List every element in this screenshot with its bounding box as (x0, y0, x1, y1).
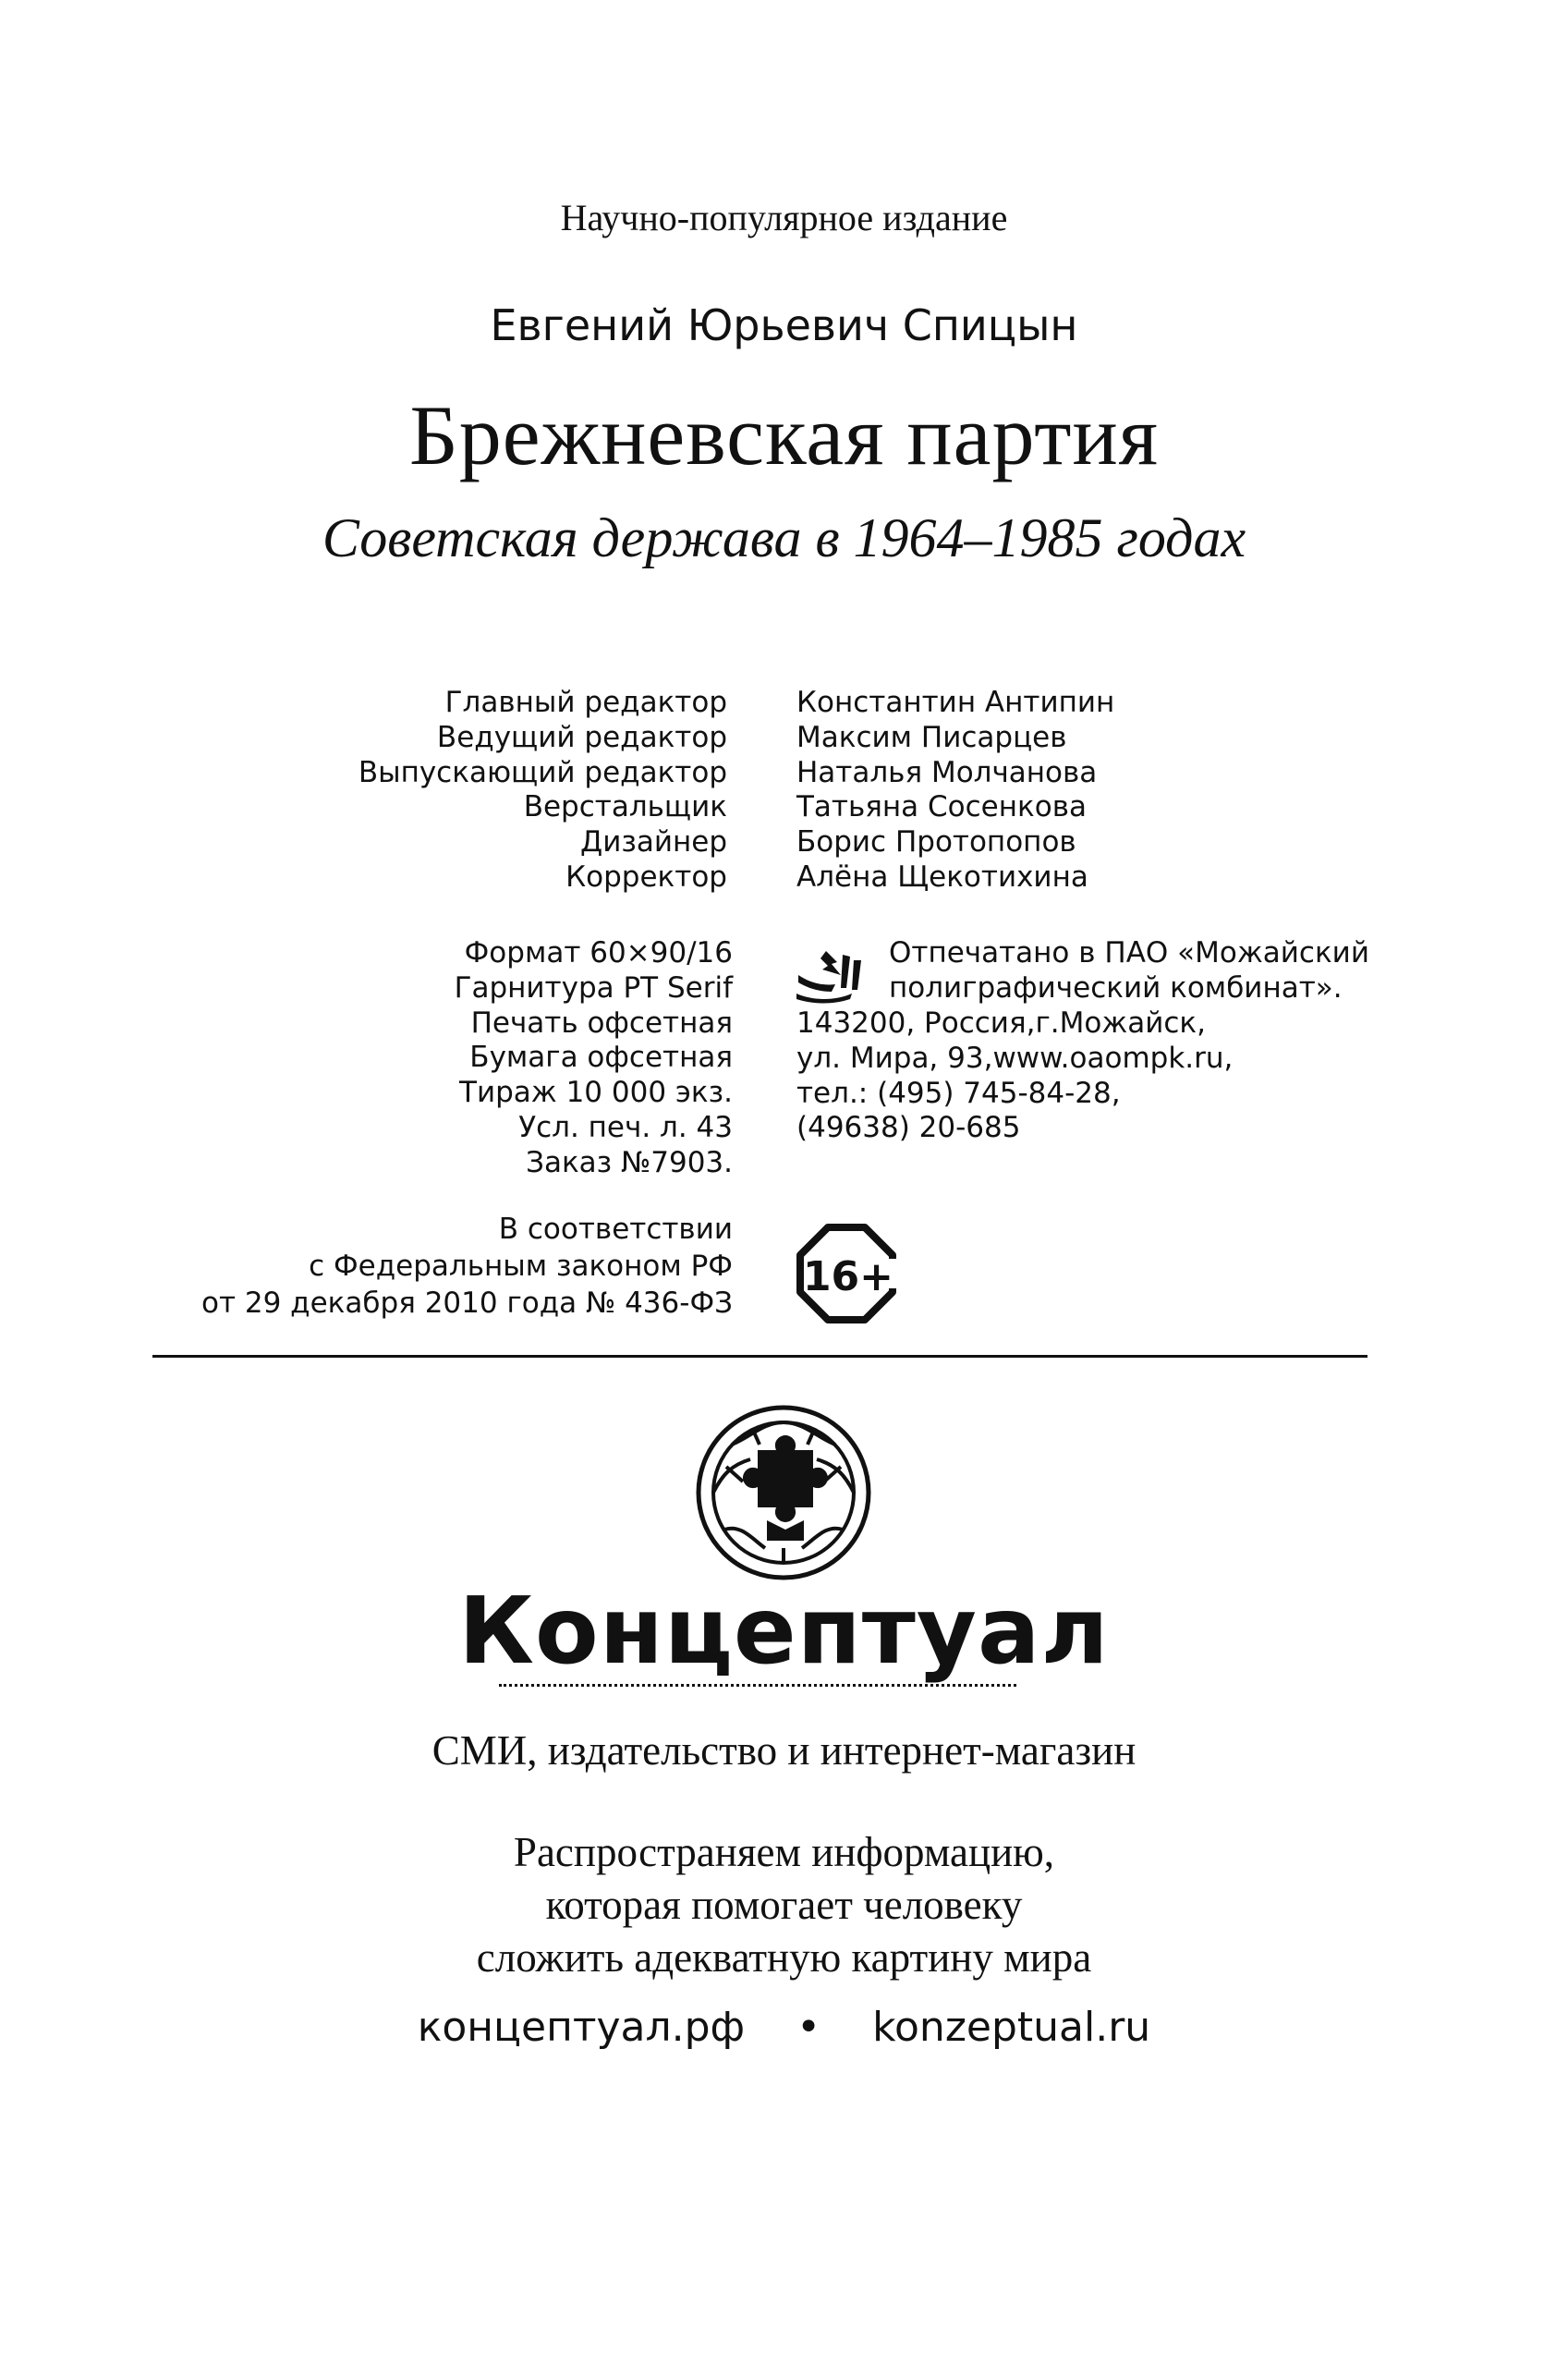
printer-address-line: (49638) 20-685 (796, 1111, 1021, 1145)
printer-address-line: ул. Мира, 93,www.oaompk.ru, (796, 1041, 1234, 1075)
dotted-divider (499, 1684, 1016, 1687)
printer-name-line: Отпечатано в ПАО «Можайский (889, 936, 1369, 970)
spec-line: Заказ №7903. (526, 1145, 733, 1179)
credit-name: Максим Писарцев (796, 720, 1067, 754)
law-line: от 29 декабря 2010 года № 436-ФЗ (201, 1287, 733, 1320)
mission-line: Распространяем информацию, (513, 1829, 1055, 1875)
author-name: Евгений Юрьевич Спицын (490, 300, 1078, 350)
credit-role: Корректор (565, 860, 727, 894)
section-divider (152, 1355, 1367, 1358)
genre-label: Научно-популярное издание (560, 197, 1008, 238)
age-rating-text: 16+ (802, 1253, 894, 1300)
spec-line: Печать офсетная (470, 1006, 733, 1040)
mission-line: которая помогает человеку (545, 1882, 1023, 1928)
book-subtitle: Советская держава в 1964–1985 годах (322, 507, 1246, 568)
credit-name: Алёна Щекотихина (796, 860, 1088, 894)
law-notice (201, 1211, 733, 1322)
printer-address-line: тел.: (495) 745-84-28, (796, 1076, 1121, 1110)
printer-address-line: 143200, Россия,г.Можайск, (796, 1006, 1206, 1040)
spec-line: Тираж 10 000 экз. (459, 1076, 733, 1110)
spec-line: Формат 60×90/16 (464, 936, 733, 970)
credit-name: Константин Антипин (796, 686, 1115, 719)
puzzle-globe-logo-icon (667, 1400, 900, 1585)
publisher-brand: Концептуал (458, 1577, 1110, 1685)
credit-role: Ведущий редактор (436, 720, 727, 754)
law-line: с Федеральным законом РФ (309, 1250, 733, 1283)
spec-line: Бумага офсетная (469, 1041, 733, 1075)
website-latin-link[interactable]: konzeptual.ru (872, 2004, 1151, 2051)
credits-roles (359, 686, 727, 896)
mission-line: сложить адекватную картину мира (476, 1934, 1092, 1981)
credit-name: Борис Протопопов (796, 825, 1076, 860)
book-title: Брежневская партия (408, 388, 1160, 482)
publisher-mission (0, 1826, 1568, 1984)
credit-role: Выпускающий редактор (358, 755, 727, 789)
spec-line: Гарнитура PT Serif (454, 970, 733, 1005)
printer-address (796, 1006, 1233, 1146)
age-rating-badge (791, 1218, 902, 1329)
credit-role: Главный редактор (444, 686, 727, 719)
credit-name: Татьяна Сосенкова (796, 790, 1087, 824)
credit-name: Наталья Молчанова (796, 755, 1098, 789)
credit-role: Верстальщик (523, 790, 727, 824)
printing-plant-logo-icon (795, 947, 865, 1005)
publisher-tagline: СМИ, издательство и интернет-магазин (432, 1727, 1136, 1774)
law-line: В соответствии (498, 1213, 733, 1246)
spec-line: Усл. печ. л. 43 (518, 1110, 733, 1144)
credits-names (796, 686, 1114, 896)
website-ru-link[interactable]: концептуал.рф (417, 2004, 746, 2051)
printer-name-line: полиграфический комбинат». (889, 970, 1343, 1005)
publisher-websites (0, 2004, 1568, 2051)
printer-name (889, 936, 1369, 1006)
print-specs (455, 936, 733, 1181)
bullet-separator: • (796, 2004, 821, 2051)
credit-role: Дизайнер (579, 825, 727, 860)
